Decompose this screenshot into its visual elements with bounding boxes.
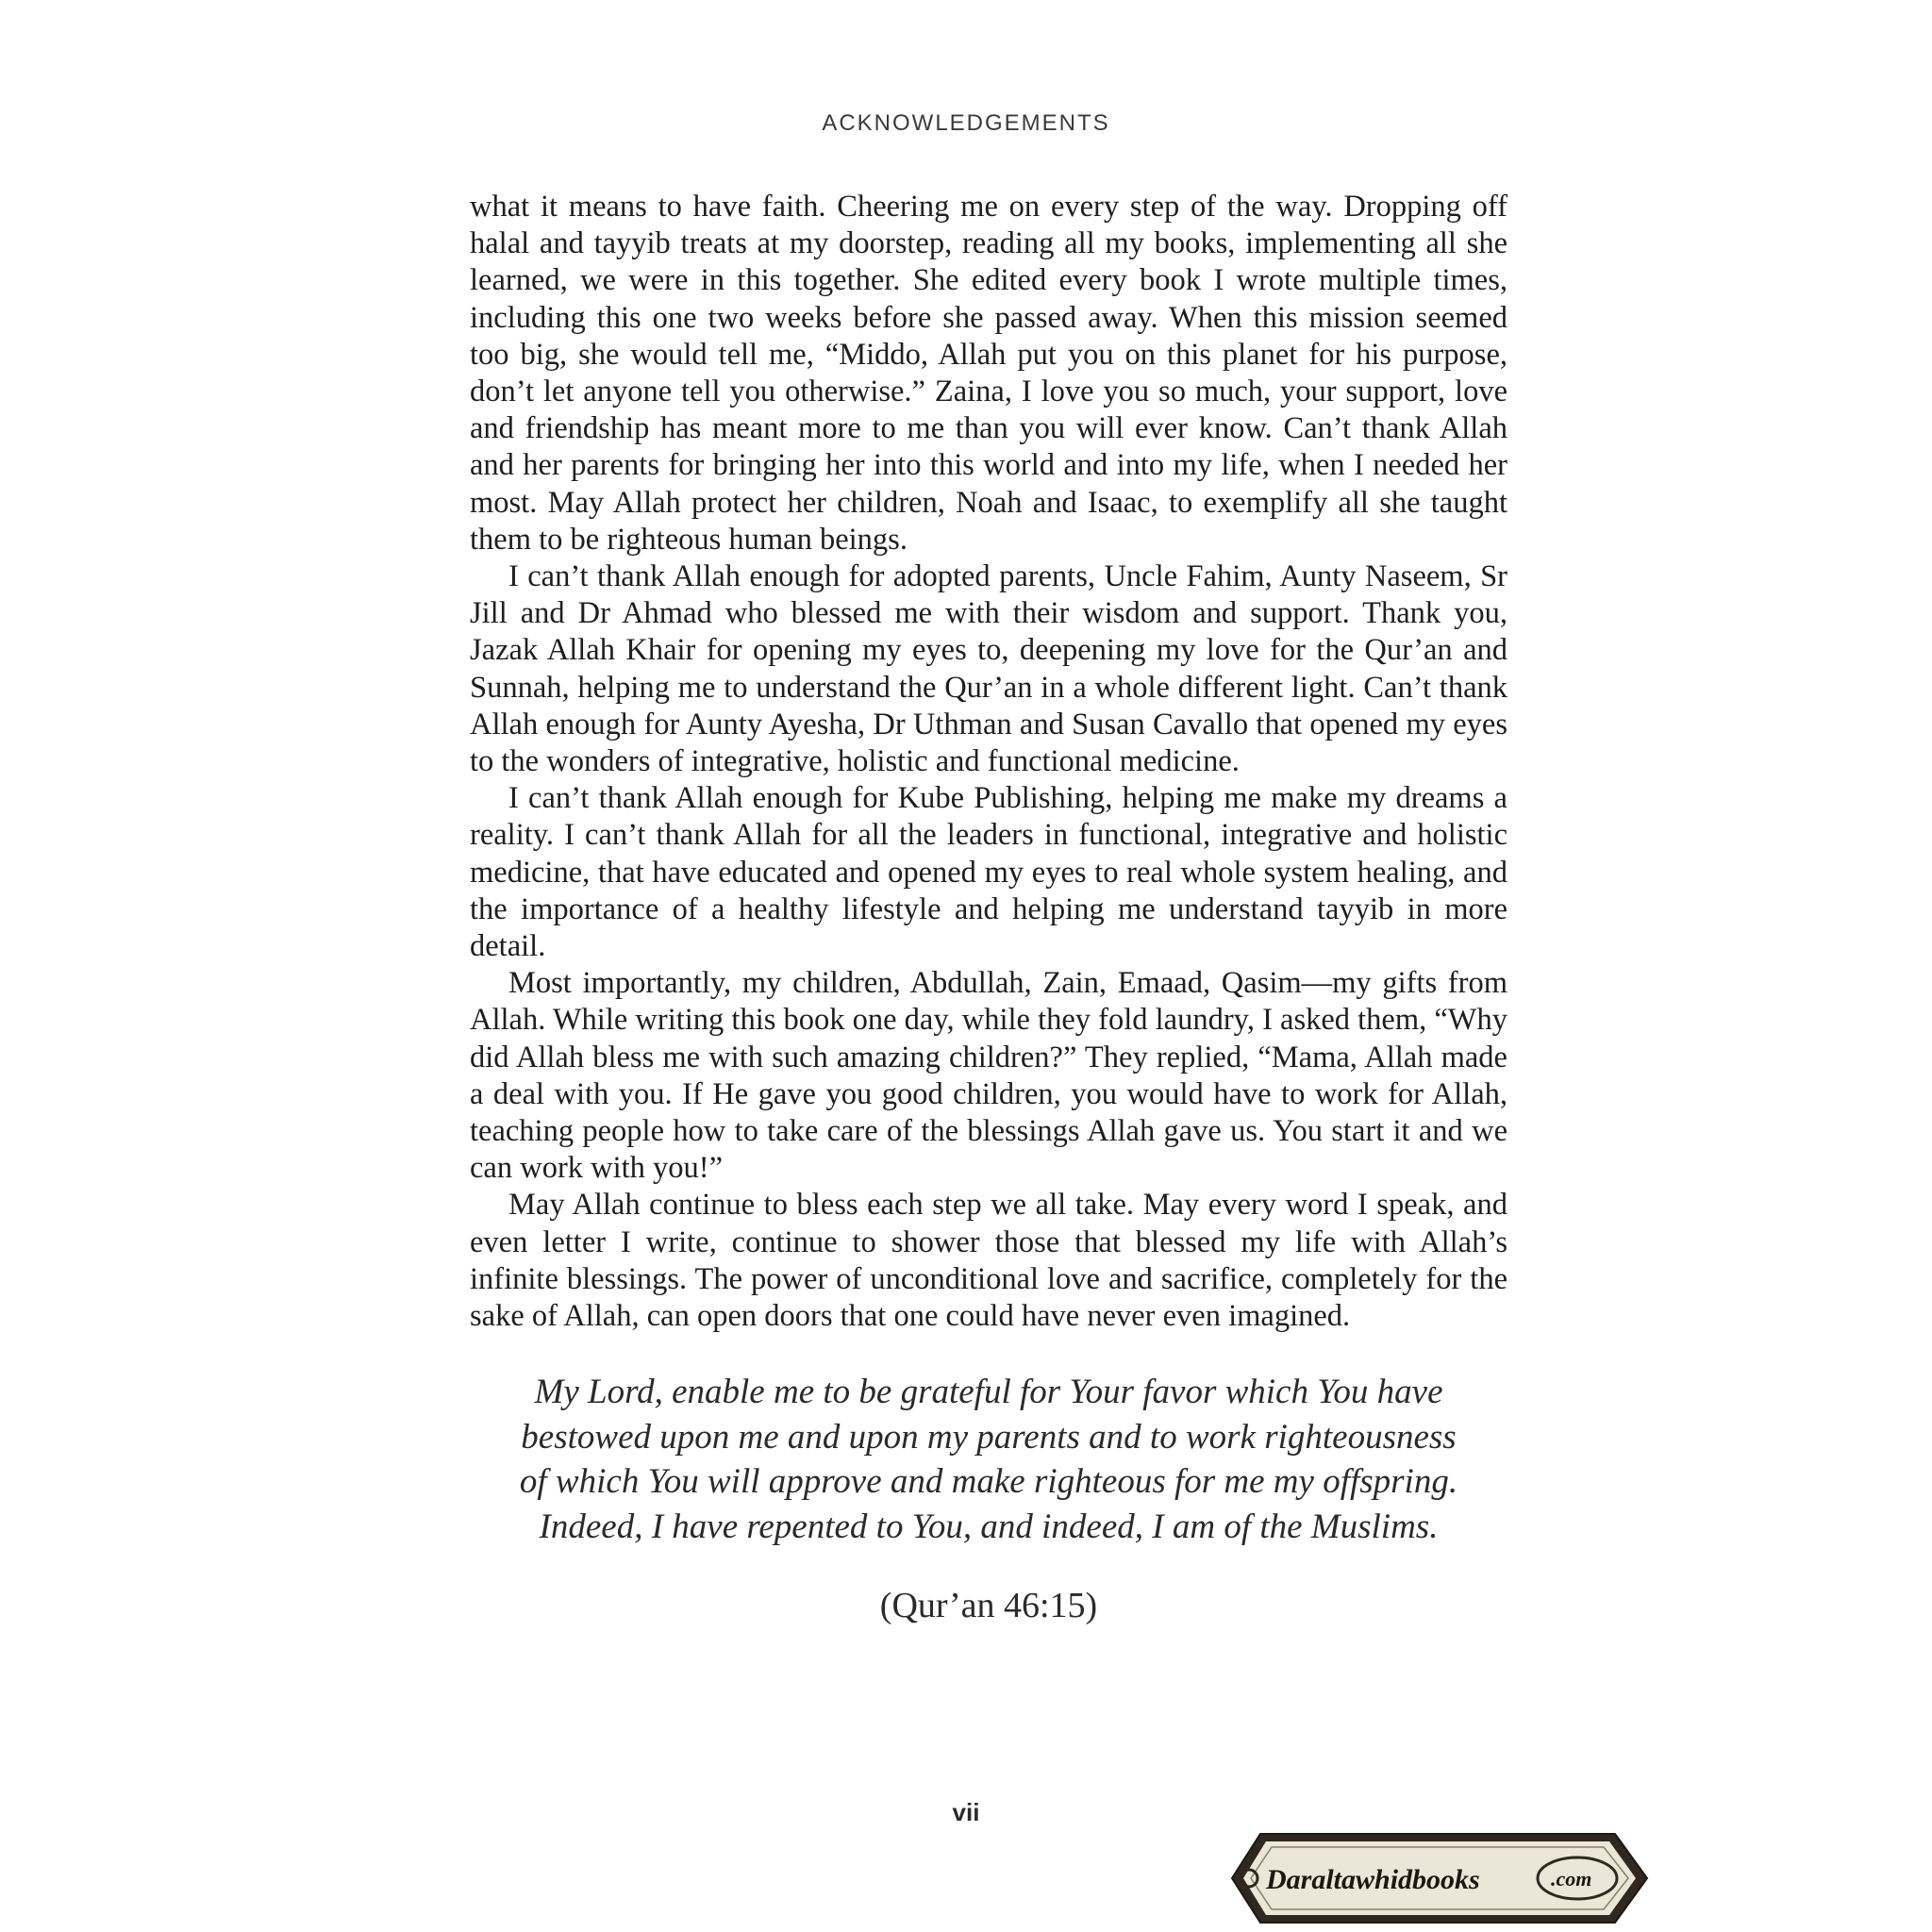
quran-verse bbox=[470, 1370, 1507, 1549]
verse-line-3: of which You will approve and make righteous for me my offspring. bbox=[519, 1462, 1458, 1501]
verse-citation: (Qur’an 46:15) bbox=[879, 1586, 1098, 1625]
page-number: vii bbox=[952, 1798, 980, 1826]
verse-line-2: bestowed upon me and upon my parents and to work righteousness bbox=[521, 1417, 1457, 1457]
paragraph-4: Most importantly, my children, Abdullah, Zain, Emaad, Qasim—my gifts from Allah. While writing this book one day, while they fold laundry, I asked them, “Why did Allah bless me with such amazing children?” They replied, “Mama, Allah made a deal with you. If He gave you good children, you would have to work for Allah, teaching people how to take care of the blessings Allah gave us. You start it and we can work with you!” bbox=[470, 966, 1507, 1186]
paragraph-5: May Allah continue to bless each step we all take. May every word I speak, and even letter I write, continue to shower those that blessed my life with Allah’s infinite blessings. The power of unconditional love and sacrifice, completely for the sake of Allah, can open doors that one could have never even imagined. bbox=[470, 1188, 1507, 1334]
paragraph-1: what it means to have faith. Cheering me on every step of the way. Dropping off halal and tayyib treats at my doorstep, reading all my books, implementing all she learned, we were in this together. She edited every book I wrote multiple times, including this one two weeks before she passed away. When this mission seemed too big, she would tell me, “Middo, Allah put you on this planet for his purpose, don’t let anyone tell you otherwise.” Zaina, I love you so much, your support, love and friendship has meant more to me than you will ever know. Can’t thank Allah and her parents for bringing her into this world and into my life, when I needed her most. May Allah protect her children, Noah and Isaac, to exemplify all she taught them to be righteous human beings. bbox=[470, 190, 1507, 557]
paragraph-3: I can’t thank Allah enough for Kube Publishing, helping me make my dreams a reality. I can’t thank Allah for all the leaders in functional, integrative and holistic medicine, that have educated and opened my eyes to real whole system healing, and the importance of a healthy lifestyle and helping me understand tayyib in more detail. bbox=[470, 781, 1507, 964]
running-head: ACKNOWLEDGEMENTS bbox=[822, 110, 1110, 136]
watermark-text: Daraltawhidbooks bbox=[1266, 1864, 1480, 1895]
verse-line-1: My Lord, enable me to be grateful for Your favor which You have bbox=[534, 1373, 1443, 1411]
acknowledgements-body bbox=[470, 189, 1507, 1335]
watermark-suffix: .com bbox=[1551, 1867, 1592, 1890]
watermark-logo bbox=[1228, 1828, 1651, 1928]
verse-line-4: Indeed, I have repented to You, and indeed, I am of the Muslims. bbox=[539, 1507, 1439, 1546]
paragraph-2: I can’t thank Allah enough for adopted parents, Uncle Fahim, Aunty Naseem, Sr Jill and Dr Ahmad who blessed me with their wisdom and support. Thank you, Jazak Allah Khair for opening my eyes to, deepening my love for the Qur’an and Sunnah, helping me to understand the Qur’an in a whole different light. Can’t thank Allah enough for Aunty Ayesha, Dr Uthman and Susan Cavallo that opened my eyes to the wonders of integrative, holistic and functional medicine. bbox=[470, 559, 1507, 779]
